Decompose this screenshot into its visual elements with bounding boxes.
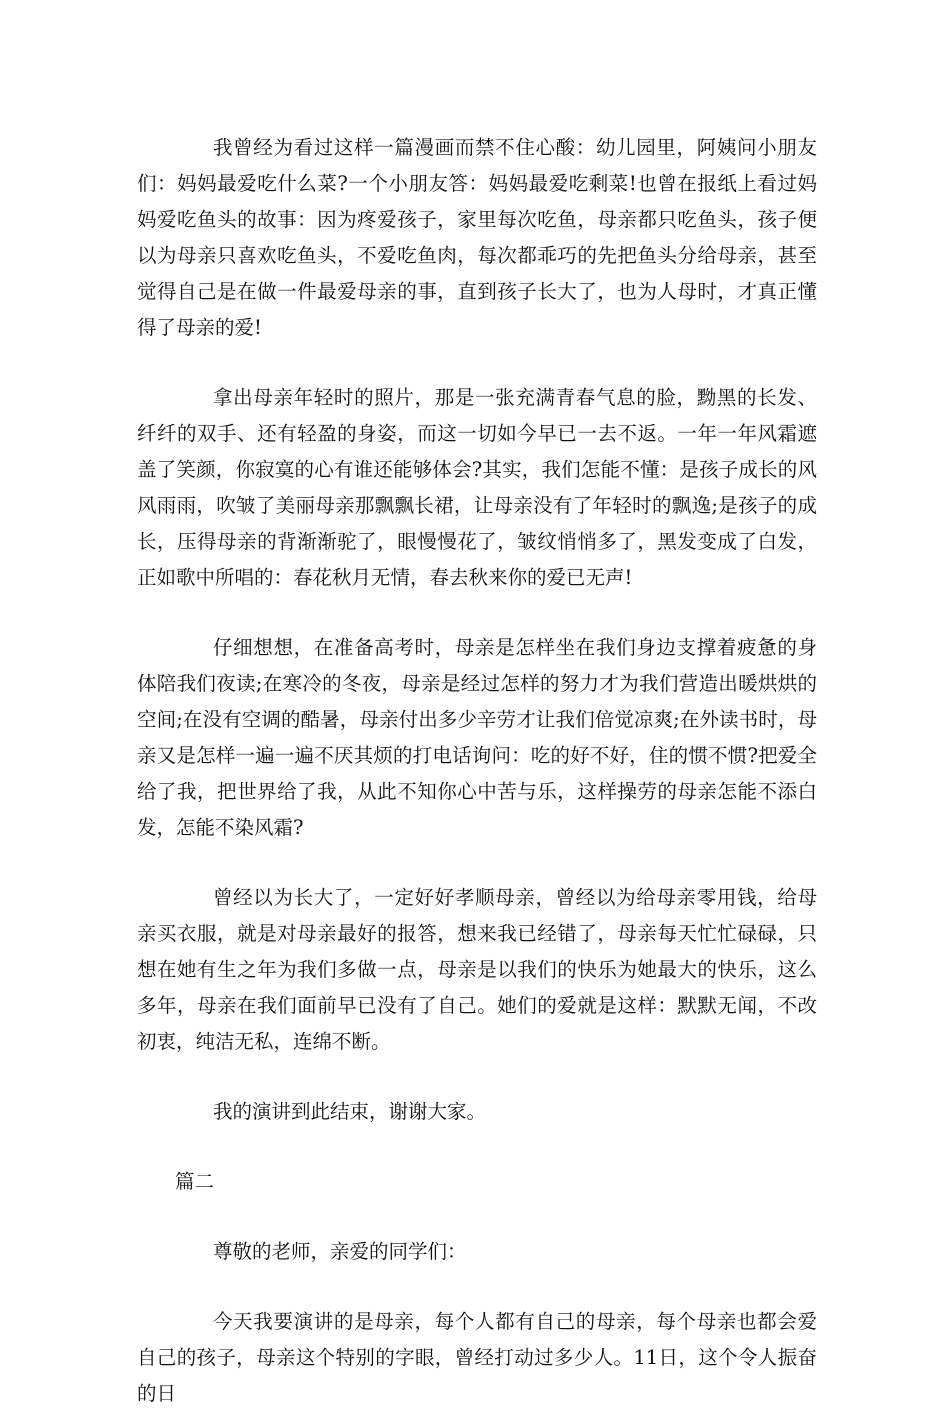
paragraph-5: 今天我要演讲的是母亲，每个人都有自己的母亲，每个母亲也都会爱自己的孩子，母亲这个特别的字眼，曾经打动过多少人。11日，这个令人振奋的日 <box>137 1310 817 1405</box>
paragraph-spacer <box>137 1060 817 1094</box>
paragraph-spacer <box>137 596 817 630</box>
paragraph-spacer <box>137 846 817 880</box>
paragraph-1: 我曾经为看过这样一篇漫画而禁不住心酸：幼儿园里，阿姨问小朋友们：妈妈最爱吃什么菜?一个小朋友答：妈妈最爱吃剩菜!也曾在报纸上看过妈妈爱吃鱼头的故事：因为疼爱孩子，家里每次吃鱼，母亲都只吃鱼头，孩子便以为母亲只喜欢吃鱼头，不爱吃鱼肉，每次都乖巧的先把鱼头分给母亲，甚至觉得自己是在做一件最爱母亲的事，直到孩子长大了，也为人母时，才真正懂得了母亲的爱! <box>137 136 817 339</box>
paragraph-spacer <box>137 1130 817 1164</box>
section-heading: 篇二 <box>175 1170 215 1193</box>
paragraph-spacer <box>137 1200 817 1234</box>
paragraph-3: 仔细想想，在准备高考时，母亲是怎样坐在我们身边支撑着疲惫的身体陪我们夜读;在寒冷的冬夜，母亲是经过怎样的努力才为我们营造出暖烘烘的空间;在没有空调的酷暑，母亲付出多少辛劳才让我们倍觉凉爽;在外读书时，母亲又是怎样一遍一遍不厌其烦的打电话询问：吃的好不好，住的惯不惯?把爱全给了我，把世界给了我，从此不知你心中苦与乐，这样操劳的母亲怎能不添白发，怎能不染风霜? <box>137 636 817 839</box>
salutation: 尊敬的老师，亲爱的同学们： <box>213 1240 467 1263</box>
document-body <box>137 130 817 1412</box>
closing-line: 我的演讲到此结束，谢谢大家。 <box>213 1100 487 1123</box>
paragraph-4: 曾经以为长大了，一定好好孝顺母亲，曾经以为给母亲零用钱，给母亲买衣服，就是对母亲最好的报答，想来我已经错了，母亲每天忙忙碌碌，只想在她有生之年为我们多做一点，母亲是以我们的快乐为她最大的快乐，这么多年，母亲在我们面前早已没有了自己。她们的爱就是这样：默默无闻，不改初衷，纯洁无私，连绵不断。 <box>137 886 817 1053</box>
paragraph-spacer <box>137 1270 817 1304</box>
paragraph-spacer <box>137 346 817 380</box>
paragraph-2: 拿出母亲年轻时的照片，那是一张充满青春气息的脸，黝黑的长发、纤纤的双手、还有轻盈的身姿，而这一切如今早已一去不返。一年一年风霜遮盖了笑颜，你寂寞的心有谁还能够体会?其实，我们怎能不懂：是孩子成长的风风雨雨，吹皱了美丽母亲那飘飘长裙，让母亲没有了年轻时的飘逸;是孩子的成长，压得母亲的背渐渐驼了，眼慢慢花了，皱纹悄悄多了，黑发变成了白发，正如歌中所唱的：春花秋月无情，春去秋来你的爱已无声! <box>137 386 817 589</box>
